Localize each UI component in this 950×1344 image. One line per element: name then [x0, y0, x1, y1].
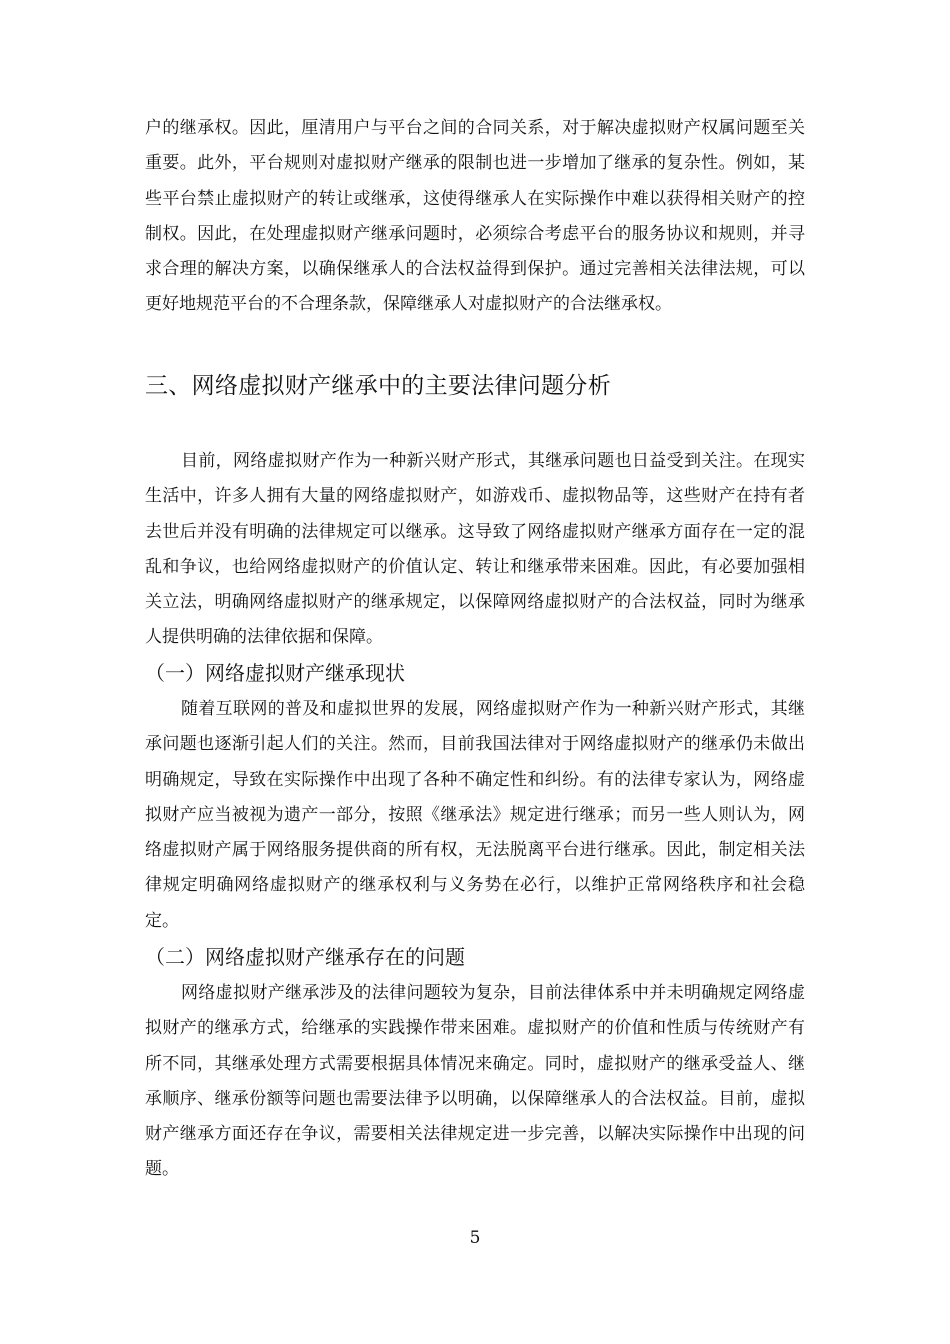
section-3-paragraph: 目前，网络虚拟财产作为一种新兴财产形式，其继承问题也日益受到关注。在现实生活中，许多人拥有大量的网络虚拟财产，如游戏币、虚拟物品等，这些财产在持有者去世后并没有明确的法律规定可以继承。这导致了网络虚拟财产继承方面存在一定的混乱和争议，也给网络虚拟财产的价值认定、转让和继承带来困难。因此，有必要加强相关立法，明确网络虚拟财产的继承规定，以保障网络虚拟财产的合法权益，同时为继承人提供明确的法律依据和保障。 — [145, 451, 805, 648]
page-number: 5 — [469, 1228, 481, 1248]
subsection-heading-2: （二）网络虚拟财产继承存在的问题 — [145, 945, 465, 969]
intro-paragraph: 户的继承权。因此，厘清用户与平台之间的合同关系，对于解决虚拟财产权属问题至关重要。此外，平台规则对虚拟财产继承的限制也进一步增加了继承的复杂性。例如，某些平台禁止虚拟财产的转让或继承，这使得继承人在实际操作中难以获得相关财产的控制权。因此，在处理虚拟财产继承问题时，必须综合考虑平台的服务协议和规则，并寻求合理的解决方案，以确保继承人的合法权益得到保护。通过完善相关法律法规，可以更好地规范平台的不合理条款，保障继承人对虚拟财产的合法继承权。 — [145, 118, 805, 315]
subsection-1-paragraph: 随着互联网的普及和虚拟世界的发展，网络虚拟财产作为一种新兴财产形式，其继承问题也逐渐引起人们的关注。然而，目前我国法律对于网络虚拟财产的继承仍未做出明确规定，导致在实际操作中出现了各种不确定性和纠纷。有的法律专家认为，网络虚拟财产应当被视为遗产一部分，按照《继承法》规定进行继承；而另一些人则认为，网络虚拟财产属于网络服务提供商的所有权，无法脱离平台进行继承。因此，制定相关法律规定明确网络虚拟财产的继承权利与义务势在必行，以维护正常网络秩序和社会稳定。 — [145, 699, 805, 931]
section-heading-3: 三、网络虚拟财产继承中的主要法律问题分析 — [145, 373, 611, 399]
subsection-heading-1: （一）网络虚拟财产继承现状 — [145, 661, 405, 685]
subsection-2-paragraph: 网络虚拟财产继承涉及的法律问题较为复杂，目前法律体系中并未明确规定网络虚拟财产的继承方式，给继承的实践操作带来困难。虚拟财产的价值和性质与传统财产有所不同，其继承处理方式需要根据具体情况来确定。同时，虚拟财产的继承受益人、继承顺序、继承份额等问题也需要法律予以明确，以保障继承人的合法权益。目前，虚拟财产继承方面还存在争议，需要相关法律规定进一步完善，以解决实际操作中出现的问题。 — [145, 983, 805, 1180]
